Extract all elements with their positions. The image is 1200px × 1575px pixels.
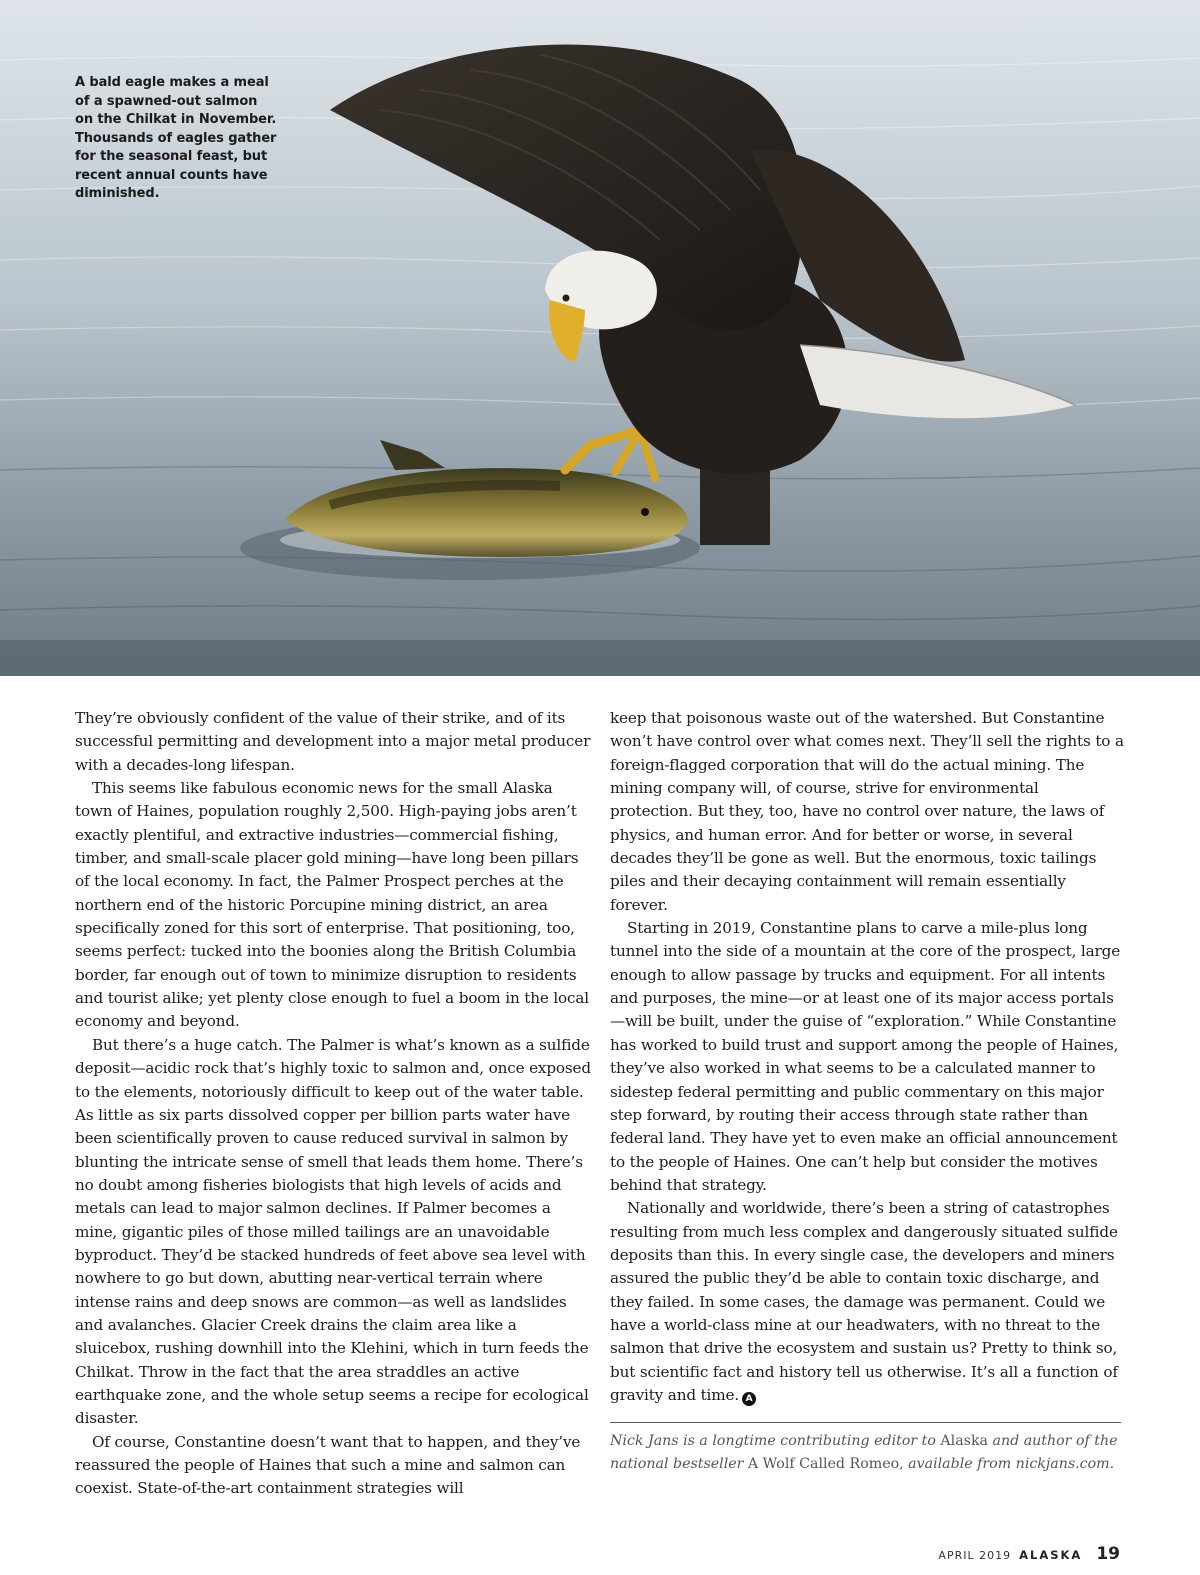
article-left-column — [75, 707, 593, 1501]
photo-caption: A bald eagle makes a meal of a spawned-out salmon on the Chilkat in November. Thousands of eagles gather for the seasonal feast, but recent annual counts have diminished. — [75, 75, 277, 201]
paragraph-text: Nationally and worldwide, there’s been a string of catastrophes resulting from much less complex and dangerously situated sulfide deposits than this. In every single case, the developers and miners assured the public they’d be able to contain toxic discharge, and they failed. In some cases, the damage was permanent. Could we have a world-class mine at our headwaters, with no threat to the salmon that drive the ecosystem and sustain us? Pretty to think so, but scientific fact and history tell us otherwise. It’s all a function of gravity and time. — [610, 1199, 1118, 1404]
magazine-name: ALASKA — [1019, 1548, 1083, 1562]
bio-text: available from nickjans.com. — [903, 1456, 1115, 1472]
issue-date: APRIL 2019 — [938, 1549, 1012, 1562]
bio-book-title: A Wolf Called Romeo, — [747, 1456, 904, 1472]
page-number: 19 — [1096, 1544, 1120, 1564]
paragraph: But there’s a huge catch. The Palmer is what’s known as a sulfide deposit—acidic rock that’s highly toxic to salmon and, once exposed to the elements, notoriously difficult to keep out of the water table. As little as six parts dissolved copper per billion parts water have been scientifically proven to cause reduced survival in salmon by blunting the intricate sense of smell that leads them home. There’s no doubt among fisheries biologists that high levels of acids and metals can lead to major salmon declines. If Palmer becomes a mine, gigantic piles of those milled tailings are an unavoidable byproduct. They’d be stacked hundreds of feet above sea level with nowhere to go but down, abutting near-vertical terrain where intense rains and deep snows are common—as well as landslides and avalanches. Glacier Creek drains the claim area like a sluicebox, rushing downhill into the Klehini, which in turn feeds the Chilkat. Throw in the fact that the area straddles an active earthquake zone, and the whole setup seems a recipe for ecological disaster. — [75, 1035, 591, 1428]
paragraph: Of course, Constantine doesn’t want that to happen, and they’ve reassured the people of Haines that such a mine and salmon can coexist. State-of-the-art containment strategies will — [75, 1432, 581, 1498]
bio-magazine-title: Alaska — [940, 1433, 988, 1449]
author-bio — [610, 1430, 1121, 1476]
paragraph: keep that poisonous waste out of the watershed. But Constantine won’t have control over what comes next. They’ll sell the rights to a foreign-flagged corporation that will do the actual mining. The mining company will, of course, strive for environmental protection. But they, too, have no control over nature, the laws of physics, and human error. And for better or worse, in several decades they’ll be gone as well. But the enormous, toxic tailings piles and their decaying containment will remain essentially forever. — [610, 709, 1124, 914]
paragraph: They’re obviously confident of the value of their strike, and of its successful permitting and development into a major metal producer with a decades-long lifespan. — [75, 709, 591, 774]
bio-text: Nick Jans is a longtime contributing editor to — [610, 1433, 941, 1449]
bio-text: and author of the national bestseller — [610, 1433, 1118, 1472]
paragraph: This seems like fabulous economic news for the small Alaska town of Haines, population roughly 2,500. High-paying jobs aren’t exactly plentiful, and extractive industries—commercial fishing, timber, and small-scale placer gold mining—have long been pillars of the local economy. In fact, the Palmer Prospect perches at the northern end of the historic Porcupine mining district, an area specifically zoned for this sort of enterprise. That positioning, too, seems perfect: tucked into the boonies along the British Columbia border, far enough out of town to minimize disruption to residents and tourist alike; yet plenty close enough to fuel a boom in the local economy and beyond. — [75, 779, 590, 1031]
end-mark-icon: A — [742, 1392, 756, 1406]
page-folio — [938, 1544, 1120, 1564]
paragraph: Starting in 2019, Constantine plans to carve a mile-plus long tunnel into the side of a mountain at the core of the prospect, large enough to allow passage by trucks and equipment. For all intents and purposes, the mine—or at least one of its major access portals—will be built, under the guise of “exploration.” While Constantine has worked to build trust and support among the people of Haines, they’ve also worked in what seems to be a calculated manner to sidestep federal permitting and public commentary on this major step forward, by routing their access through state rather than federal land. They have yet to even make an official announcement to the people of Haines. One can’t help but consider the motives behind that strategy. — [610, 919, 1121, 1194]
bio-divider — [610, 1422, 1121, 1423]
article-right-column — [610, 707, 1125, 1407]
paragraph-last — [610, 1197, 1125, 1407]
